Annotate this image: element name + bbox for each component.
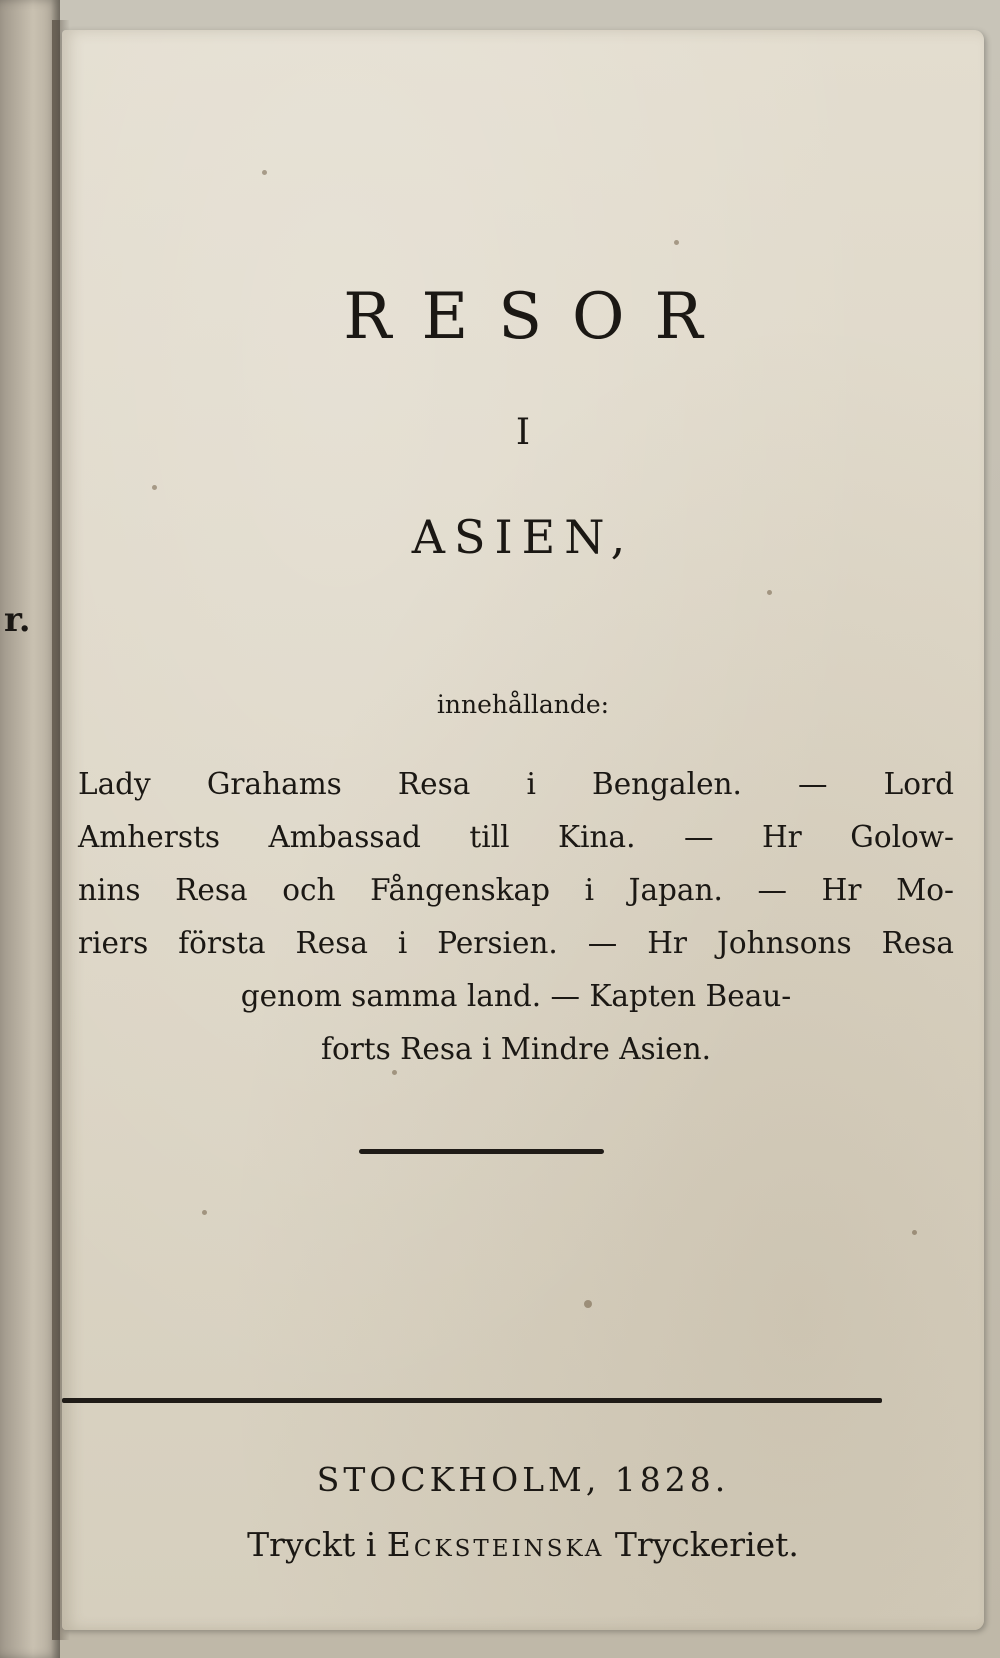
imprint-printer (62, 1525, 984, 1564)
title-connector: I (515, 412, 531, 453)
book-title: RESOR (343, 280, 733, 354)
title-region: ASIEN, (411, 510, 635, 564)
contents-line: Amhersts Ambassad till Kina. — Hr Golow- (78, 820, 954, 854)
contents-line: Lady Grahams Resa i Bengalen. — Lord (78, 767, 954, 801)
title-page (62, 30, 984, 1630)
imprint-rule (62, 1398, 882, 1403)
printer-prefix: Tryckt i (247, 1525, 377, 1564)
left-page-edge (0, 0, 60, 1658)
printer-name: Ecksteinska (386, 1525, 605, 1564)
imprint-city-year: STOCKHOLM, 1828. (316, 1460, 730, 1499)
contents-list (78, 758, 954, 1076)
contents-line: genom samma land. — Kapten Beau- (240, 979, 792, 1013)
contents-line: riers första Resa i Persien. — Hr Johnsons Resa (78, 926, 954, 960)
contents-label: innehållande: (436, 690, 610, 719)
contents-line: forts Resa i Mindre Asien. (321, 1032, 711, 1066)
printer-suffix: Tryckeriet. (614, 1525, 799, 1564)
contents-line: nins Resa och Fångenskap i Japan. — Hr Mo- (78, 873, 954, 907)
ornamental-rule (359, 1149, 604, 1154)
left-page-text-fragment: r. (4, 600, 31, 640)
